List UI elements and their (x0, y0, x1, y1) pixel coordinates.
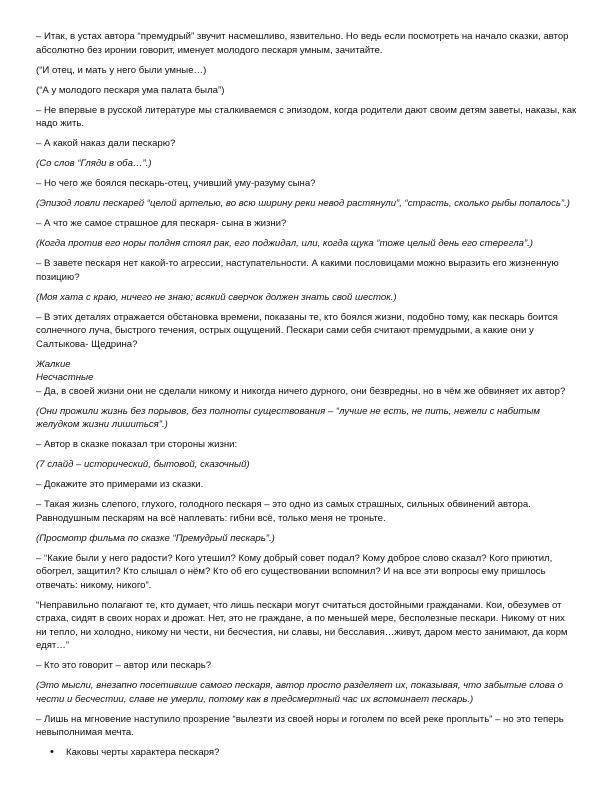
answer-unhappy: Несчастные (36, 372, 94, 383)
question-what-advice: – А какой наказ дали пескарю? (36, 138, 176, 149)
answer-pathetic: Жалкие (36, 358, 71, 370)
question-proverbs: – В завете пескаря нет какой-то агрессии, наступательности. А какими пословицами можно выразить его жизненную позицию? (36, 258, 559, 283)
note-film-viewing: (Просмотр фильма по сказке “Премудрый пескарь”.) (36, 532, 275, 544)
question-son-fear: – А что же самое страшное для пескаря- сына в жизни? (36, 218, 287, 229)
bullet-list (36, 746, 578, 760)
answer-gudgeon-thoughts: (Это мысли, внезапно посетившие самого пескаря, автор просто разделяет их, показывая, что забытые слова о чести и бесчестии, славе не умерли, потому как в предсмертный час их вспоминает пескарь.) (36, 680, 563, 705)
quote-parents-smart: (“И отец, и мать у него были умные…) (36, 64, 207, 76)
question-who-says: – Кто это говорит – автор или пескарь? (36, 660, 212, 671)
answer-look-both-ways: (Со слов “Гляди в оба…”.) (36, 158, 152, 169)
question-author-accuses: – Да, в своей жизни они не сделали никому и никогда ничего дурного, они безвредны, но в чём же обвиняет их автор? (36, 385, 566, 397)
answer-proverbs: (Моя хата с краю, ничего не знаю; всякий сверчок должен знать свой шесток.) (36, 291, 397, 303)
answer-crayfish-pike: (Когда против его норы полдня стоял рак, его поджидал, или, когда щука “тоже целый день его стерегла”.) (36, 238, 534, 249)
paragraph-parents-advice: – Не впервые в русской литературе мы сталкиваемся с эпизодом, когда родители дают своим детям заветы, наказы, как надо жить. (36, 104, 577, 129)
paragraph-three-sides: – Автор в сказке показал три стороны жизни: (36, 439, 238, 450)
paragraph-insight: – Лишь на мгновение наступило прозрение “вылезти из своей норы и гоголем по всей реке проплыть” – но это теперь невыполнимая мечта. (36, 713, 564, 738)
bullet-item-traits: • Каковы черты характера пескаря? (50, 746, 578, 760)
answer-fishing-episode: (Эпизод ловли пескарей “целой артелью, во всю ширину реки невод растянули”, “страсть, сколько рыбы попалось”.) (36, 198, 570, 209)
paragraph-time-details: – В этих деталях отражается обстановка времени, показаны те, кто боялся жизни, подобно тому, как пескарь боится солнечного луча, быстрого течения, острых ощущений. Пескари сами себя считают премудрыми, а какие они у Салтыкова- Щедрина? (36, 311, 558, 350)
document-page (36, 30, 578, 760)
paragraph-accusation: – Такая жизнь слепого, глухого, голодного пескаря – это одно из самых страшных, сильных обвинений автора. Равнодушным пескарям на всё наплевать: гибни всё, только меня не троньте. (36, 499, 531, 524)
quote-useless-gudgeons: “Неправильно полагают те, кто думает, что лишь пескари могут считаться достойными гражданами. Кои, обезумев от страха, сидят в своих норах и дрожат. Нет, это не граждане, а по меньшей мере, бесполезные пескари. Никому от них ни тепло, ни холодно, никому ни чести, ни бесчестия, ни славы, ни бесславия…живут, даром место занимают, да корм едят…” (36, 599, 568, 651)
question-father-fear: – Но чего же боялся пескарь-отец, учивший уму-разуму сына? (36, 178, 316, 189)
task-prove-examples: – Докажите это примерами из сказки. (36, 479, 204, 490)
quote-what-joys: – “Какие были у него радости? Кого утешил? Кому добрый совет подал? Кому доброе слово сказал? Кого приютил, обогрел, защитил? Кто слышал о нём? Кто об его существовании вспомнил? И на все эти вопросы ему пришлось отвечать: никому, никого”. (36, 552, 553, 591)
quote-young-gudgeon-smart: (“А у молодого пескаря ума палата была”) (36, 84, 225, 96)
answer-life-without-impulses: (Они прожили жизнь без порывов, без полноты существования – “лучше не есть, не пить, нежели с набитым желудком жизни лишиться”.) (36, 405, 541, 430)
paragraph-intro-irony: – Итак, в устах автора “премудрый” звучит насмешливо, язвительно. Но ведь если посмотреть на начало сказки, автор абсолютно без иронии говорит, именует молодого пескаря умным, зачитайте. (36, 31, 569, 56)
note-slide-7: (7 слайд – исторический, бытовой, сказочный) (36, 459, 250, 470)
